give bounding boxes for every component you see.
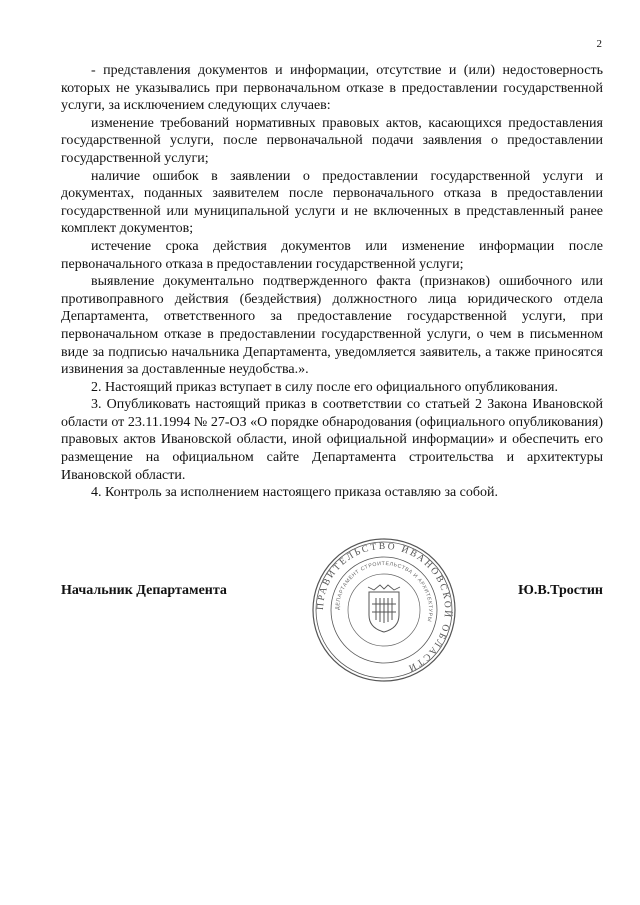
coat-of-arms-icon (368, 585, 400, 632)
signatory-title: Начальник Департамента (61, 583, 227, 598)
page-number: 2 (596, 38, 602, 50)
paragraph: выявление документально подтвержденного факта (признаков) ошибочного или противоправного действия (бездействия) должностного лица юридического отдела Департамента, ответственного за предоставление государственной услуги, при первоначальном отказе в предоставлении государственной услуги, о чем в письменном виде за подписью начальника Департамента, уведомляется заявитель, а также приносятся извинения за доставленные неудобства.». (61, 274, 603, 378)
seal-inner-text: ДЕПАРТАМЕНТ СТРОИТЕЛЬСТВА И АРХИТЕКТУРЫ (334, 560, 434, 623)
paragraph: 4. Контроль за исполнением настоящего приказа оставляю за собой. (91, 485, 499, 501)
paragraph: 2. Настоящий приказ вступает в силу после его официального опубликования. (91, 379, 558, 395)
document-body (61, 62, 603, 502)
paragraph: истечение срока действия документов или изменение информации после первоначального отказа в предоставлении государственной услуги; (61, 238, 603, 272)
signatory-name: Ю.В.Тростин (518, 583, 603, 598)
paragraph: изменение требований нормативных правовых актов, касающихся предоставления государственной услуги, после первоначальной подачи заявления о предоставлении государственной услуги; (61, 115, 603, 166)
official-seal (310, 536, 458, 684)
paragraph: - представления документов и информации, отсутствие и (или) недостоверность которых не указывались при первоначальном отказе в предоставлении государственной услуги, за исключением следующих случаев: (61, 63, 603, 114)
paragraph: 3. Опубликовать настоящий приказ в соответствии со статьей 2 Закона Ивановской области от 23.11.1994 № 27-ОЗ «О порядке обнародования (официального опубликования) правовых актов Ивановской области, иной официальной информации» и обеспечить его размещение на официальном сайте Департамента строительства и архитектуры Ивановской области. (61, 397, 603, 483)
paragraph: наличие ошибок в заявлении о предоставлении государственной услуги и документах, поданных заявителем после первоначального отказа в предоставлении государственной или муниципальной услуги и не включенных в представленный ранее комплект документов; (61, 168, 603, 237)
seal-outer-text: ПРАВИТЕЛЬСТВО ИВАНОВСКОЙ ОБЛАСТИ (315, 541, 453, 674)
